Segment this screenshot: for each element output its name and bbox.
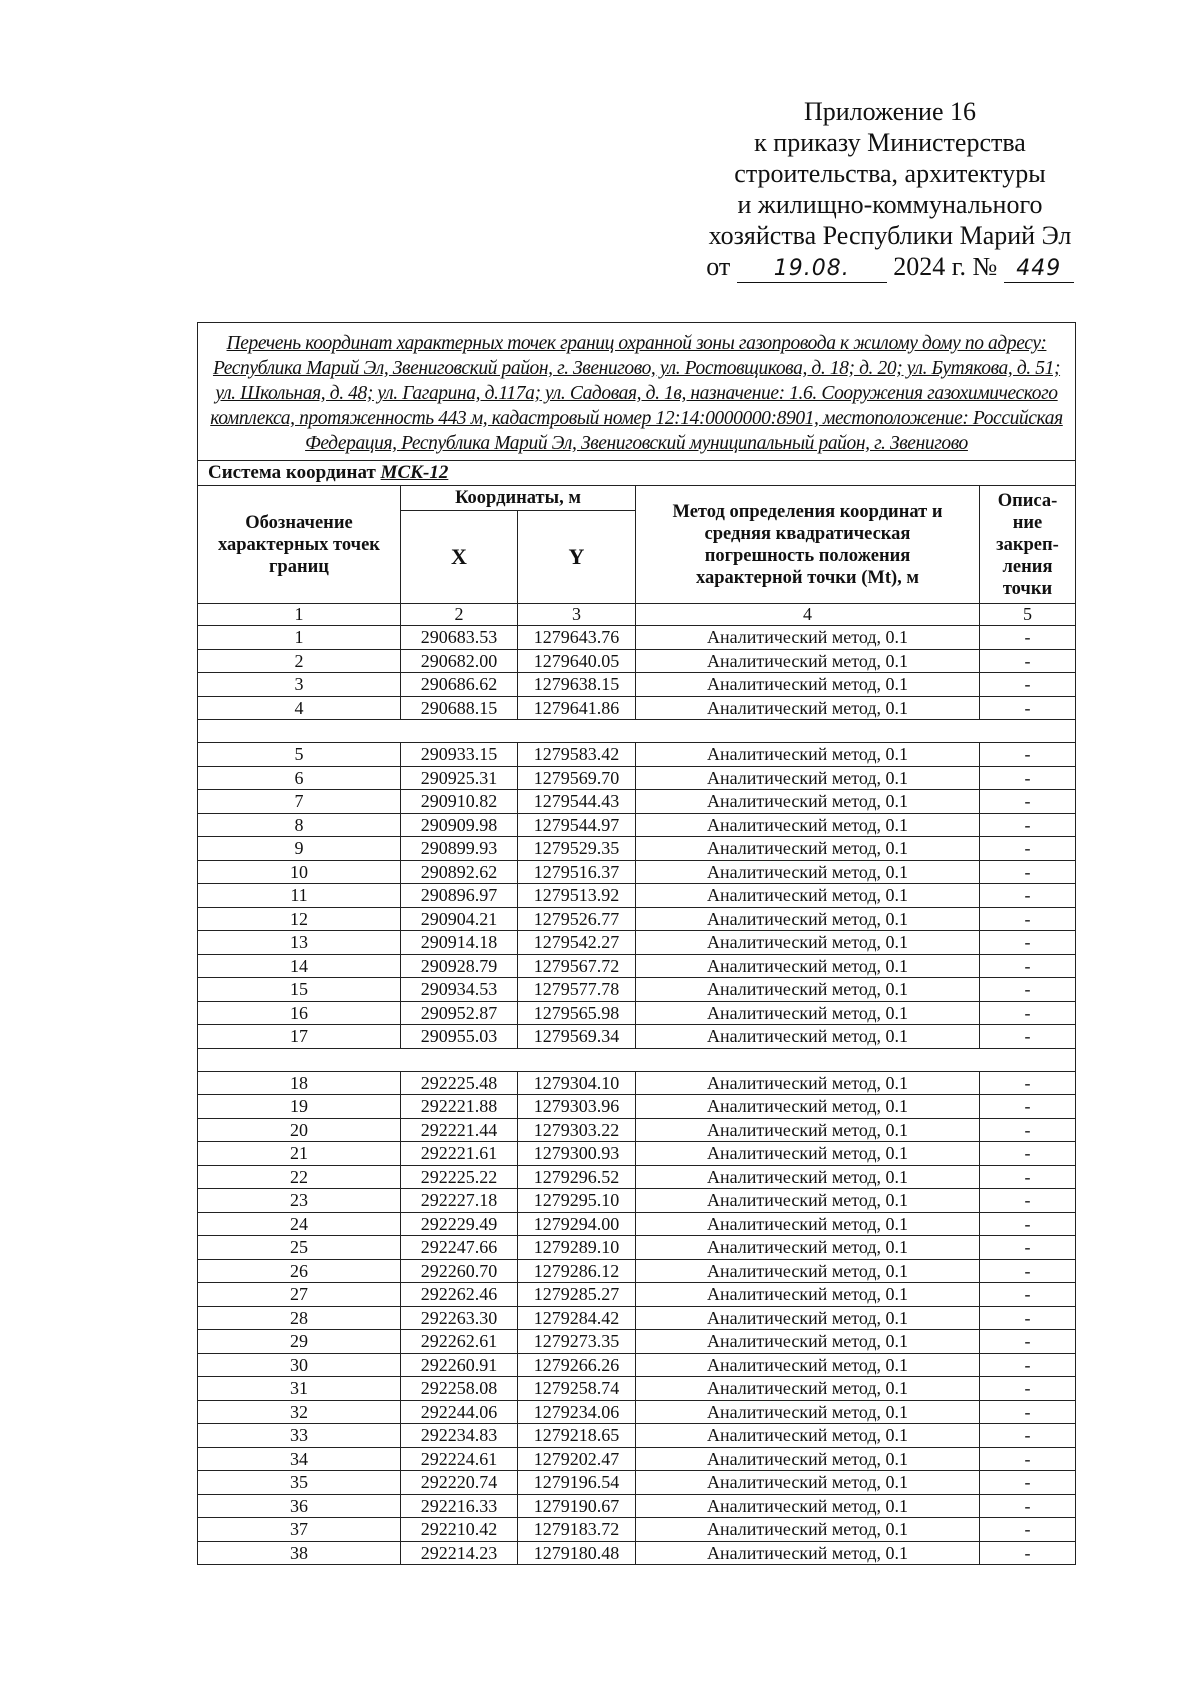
y-coordinate: 1279234.06 (518, 1400, 636, 1424)
method-cell: Аналитический метод, 0.1 (636, 1353, 980, 1377)
column-number: 2 (401, 604, 518, 626)
table-row (198, 1189, 1076, 1213)
point-number: 20 (198, 1118, 401, 1142)
x-coordinate: 292262.61 (401, 1330, 518, 1354)
x-coordinate: 292227.18 (401, 1189, 518, 1213)
point-number: 24 (198, 1212, 401, 1236)
y-coordinate: 1279544.43 (518, 790, 636, 814)
table-row (198, 1471, 1076, 1495)
point-number: 25 (198, 1236, 401, 1260)
method-cell: Аналитический метод, 0.1 (636, 696, 980, 720)
table-row (198, 1259, 1076, 1283)
y-coordinate: 1279577.78 (518, 978, 636, 1002)
column-number: 3 (518, 604, 636, 626)
approval-line: строительства, архитектуры (734, 159, 1046, 188)
x-coordinate: 292247.66 (401, 1236, 518, 1260)
method-cell: Аналитический метод, 0.1 (636, 1424, 980, 1448)
table-row (198, 1400, 1076, 1424)
method-cell: Аналитический метод, 0.1 (636, 1283, 980, 1307)
method-cell: Аналитический метод, 0.1 (636, 1259, 980, 1283)
x-coordinate: 290896.97 (401, 884, 518, 908)
table-row (198, 978, 1076, 1002)
x-coordinate: 292234.83 (401, 1424, 518, 1448)
y-coordinate: 1279266.26 (518, 1353, 636, 1377)
x-coordinate: 292214.23 (401, 1541, 518, 1565)
x-coordinate: 290955.03 (401, 1025, 518, 1049)
y-coordinate: 1279303.96 (518, 1095, 636, 1119)
method-cell: Аналитический метод, 0.1 (636, 1118, 980, 1142)
method-cell: Аналитический метод, 0.1 (636, 1142, 980, 1166)
table-row (198, 1165, 1076, 1189)
description-cell: - (980, 743, 1076, 767)
y-coordinate: 1279286.12 (518, 1259, 636, 1283)
table-row (198, 1541, 1076, 1565)
x-coordinate: 290910.82 (401, 790, 518, 814)
x-coordinate: 290928.79 (401, 954, 518, 978)
description-cell: - (980, 1283, 1076, 1307)
x-coordinate: 292225.48 (401, 1071, 518, 1095)
table-row (198, 1424, 1076, 1448)
coord-system-label: Система координат (208, 462, 376, 483)
point-number: 18 (198, 1071, 401, 1095)
point-number: 38 (198, 1541, 401, 1565)
table-row (198, 813, 1076, 837)
method-cell: Аналитический метод, 0.1 (636, 766, 980, 790)
x-coordinate: 292260.70 (401, 1259, 518, 1283)
x-coordinate: 292221.88 (401, 1095, 518, 1119)
method-cell: Аналитический метод, 0.1 (636, 1095, 980, 1119)
x-coordinate: 290925.31 (401, 766, 518, 790)
x-coordinate: 292220.74 (401, 1471, 518, 1495)
method-cell: Аналитический метод, 0.1 (636, 1212, 980, 1236)
y-coordinate: 1279294.00 (518, 1212, 636, 1236)
point-number: 6 (198, 766, 401, 790)
point-number: 23 (198, 1189, 401, 1213)
method-cell: Аналитический метод, 0.1 (636, 1165, 980, 1189)
description-cell: - (980, 673, 1076, 697)
y-coordinate: 1279273.35 (518, 1330, 636, 1354)
description-cell: - (980, 1377, 1076, 1401)
x-coordinate: 292221.61 (401, 1142, 518, 1166)
method-cell: Аналитический метод, 0.1 (636, 790, 980, 814)
description-cell: - (980, 860, 1076, 884)
method-cell: Аналитический метод, 0.1 (636, 837, 980, 861)
x-coordinate: 290686.62 (401, 673, 518, 697)
x-coordinate: 292210.42 (401, 1518, 518, 1542)
x-coordinate: 290952.87 (401, 1001, 518, 1025)
table-row (198, 1212, 1076, 1236)
point-number: 1 (198, 626, 401, 650)
x-coordinate: 290688.15 (401, 696, 518, 720)
point-number: 9 (198, 837, 401, 861)
x-coordinate: 290899.93 (401, 837, 518, 861)
y-coordinate: 1279289.10 (518, 1236, 636, 1260)
description-cell: - (980, 1236, 1076, 1260)
point-number: 26 (198, 1259, 401, 1283)
description-cell: - (980, 1001, 1076, 1025)
header-y: Y (518, 511, 636, 604)
y-coordinate: 1279638.15 (518, 673, 636, 697)
y-coordinate: 1279569.34 (518, 1025, 636, 1049)
description-cell: - (980, 1165, 1076, 1189)
method-cell: Аналитический метод, 0.1 (636, 743, 980, 767)
y-coordinate: 1279190.67 (518, 1494, 636, 1518)
point-number: 21 (198, 1142, 401, 1166)
y-coordinate: 1279304.10 (518, 1071, 636, 1095)
description-cell: - (980, 1541, 1076, 1565)
description-cell: - (980, 1189, 1076, 1213)
y-coordinate: 1279258.74 (518, 1377, 636, 1401)
x-coordinate: 292260.91 (401, 1353, 518, 1377)
method-cell: Аналитический метод, 0.1 (636, 626, 980, 650)
point-number: 11 (198, 884, 401, 908)
y-coordinate: 1279565.98 (518, 1001, 636, 1025)
table-row (198, 766, 1076, 790)
description-cell: - (980, 1142, 1076, 1166)
group-separator-cell (198, 720, 1076, 743)
header-coordinates: Координаты, м (401, 486, 636, 511)
description-cell: - (980, 649, 1076, 673)
method-cell: Аналитический метод, 0.1 (636, 1306, 980, 1330)
table-row (198, 1330, 1076, 1354)
point-number: 16 (198, 1001, 401, 1025)
description-cell: - (980, 1095, 1076, 1119)
description-cell: - (980, 1330, 1076, 1354)
method-cell: Аналитический метод, 0.1 (636, 907, 980, 931)
x-coordinate: 292225.22 (401, 1165, 518, 1189)
point-number: 22 (198, 1165, 401, 1189)
point-number: 12 (198, 907, 401, 931)
y-coordinate: 1279218.65 (518, 1424, 636, 1448)
x-coordinate: 292224.61 (401, 1447, 518, 1471)
table-row (198, 1142, 1076, 1166)
point-number: 33 (198, 1424, 401, 1448)
y-coordinate: 1279583.42 (518, 743, 636, 767)
table-row (198, 1447, 1076, 1471)
x-coordinate: 292262.46 (401, 1283, 518, 1307)
point-number: 30 (198, 1353, 401, 1377)
header-description: Описа-ние закреп-ления точки (980, 486, 1076, 604)
method-cell: Аналитический метод, 0.1 (636, 931, 980, 955)
table-row (198, 954, 1076, 978)
method-cell: Аналитический метод, 0.1 (636, 1518, 980, 1542)
y-coordinate: 1279526.77 (518, 907, 636, 931)
description-cell: - (980, 1071, 1076, 1095)
method-cell: Аналитический метод, 0.1 (636, 1025, 980, 1049)
x-coordinate: 292244.06 (401, 1400, 518, 1424)
description-cell: - (980, 813, 1076, 837)
method-cell: Аналитический метод, 0.1 (636, 1471, 980, 1495)
approval-line: хозяйства Республики Марий Эл (708, 221, 1072, 250)
y-coordinate: 1279542.27 (518, 931, 636, 955)
y-coordinate: 1279183.72 (518, 1518, 636, 1542)
y-coordinate: 1279180.48 (518, 1541, 636, 1565)
method-cell: Аналитический метод, 0.1 (636, 1400, 980, 1424)
point-number: 34 (198, 1447, 401, 1471)
description-cell: - (980, 1400, 1076, 1424)
y-coordinate: 1279295.10 (518, 1189, 636, 1213)
x-coordinate: 290909.98 (401, 813, 518, 837)
table-row (198, 649, 1076, 673)
method-cell: Аналитический метод, 0.1 (636, 1494, 980, 1518)
description-cell: - (980, 1518, 1076, 1542)
x-coordinate: 290892.62 (401, 860, 518, 884)
x-coordinate: 292216.33 (401, 1494, 518, 1518)
description-cell: - (980, 884, 1076, 908)
point-number: 37 (198, 1518, 401, 1542)
y-coordinate: 1279196.54 (518, 1471, 636, 1495)
description-cell: - (980, 978, 1076, 1002)
table-row (198, 1377, 1076, 1401)
x-coordinate: 290934.53 (401, 978, 518, 1002)
description-cell: - (980, 1212, 1076, 1236)
table-row (198, 1001, 1076, 1025)
group-separator (198, 1048, 1076, 1071)
description-cell: - (980, 1118, 1076, 1142)
method-cell: Аналитический метод, 0.1 (636, 1330, 980, 1354)
method-cell: Аналитический метод, 0.1 (636, 649, 980, 673)
table-row (198, 790, 1076, 814)
method-cell: Аналитический метод, 0.1 (636, 1189, 980, 1213)
table-row (198, 860, 1076, 884)
approval-line: Приложение 16 (803, 97, 977, 126)
x-coordinate: 292263.30 (401, 1306, 518, 1330)
point-number: 29 (198, 1330, 401, 1354)
x-coordinate: 292229.49 (401, 1212, 518, 1236)
description-cell: - (980, 790, 1076, 814)
description-cell: - (980, 1306, 1076, 1330)
point-number: 13 (198, 931, 401, 955)
column-number: 5 (980, 604, 1076, 626)
y-coordinate: 1279300.93 (518, 1142, 636, 1166)
table-row (198, 1353, 1076, 1377)
description-cell: - (980, 931, 1076, 955)
point-number: 28 (198, 1306, 401, 1330)
table-row (198, 673, 1076, 697)
header-point-designation: Обозначение характерных точек границ (198, 486, 401, 604)
point-number: 8 (198, 813, 401, 837)
description-cell: - (980, 696, 1076, 720)
point-number: 2 (198, 649, 401, 673)
y-coordinate: 1279516.37 (518, 860, 636, 884)
description-cell: - (980, 1259, 1076, 1283)
coordinates-table (197, 322, 1076, 1565)
point-number: 27 (198, 1283, 401, 1307)
method-cell: Аналитический метод, 0.1 (636, 1447, 980, 1471)
y-coordinate: 1279285.27 (518, 1283, 636, 1307)
approval-date-line (690, 251, 1090, 283)
group-separator-cell (198, 1048, 1076, 1071)
table-row (198, 1236, 1076, 1260)
table-row (198, 907, 1076, 931)
description-cell: - (980, 837, 1076, 861)
table-row (198, 626, 1076, 650)
table-row (198, 1095, 1076, 1119)
method-cell: Аналитический метод, 0.1 (636, 1541, 980, 1565)
method-cell: Аналитический метод, 0.1 (636, 1071, 980, 1095)
method-cell: Аналитический метод, 0.1 (636, 1236, 980, 1260)
description-cell: - (980, 1471, 1076, 1495)
order-year: 2024 г. № (893, 252, 998, 281)
table-row (198, 1518, 1076, 1542)
table-row (198, 1306, 1076, 1330)
description-cell: - (980, 907, 1076, 931)
x-coordinate: 292221.44 (401, 1118, 518, 1142)
table-row (198, 743, 1076, 767)
column-number: 4 (636, 604, 980, 626)
x-coordinate: 290904.21 (401, 907, 518, 931)
y-coordinate: 1279529.35 (518, 837, 636, 861)
table-row (198, 1283, 1076, 1307)
approval-line: и жилищно-коммунального (737, 190, 1043, 219)
description-cell: - (980, 1447, 1076, 1471)
point-number: 35 (198, 1471, 401, 1495)
method-cell: Аналитический метод, 0.1 (636, 860, 980, 884)
y-coordinate: 1279284.42 (518, 1306, 636, 1330)
point-number: 17 (198, 1025, 401, 1049)
method-cell: Аналитический метод, 0.1 (636, 813, 980, 837)
table-row (198, 1071, 1076, 1095)
table-title: Перечень координат характерных точек границ охранной зоны газопровода к жилому дому по адресу: Республика Марий Эл, Звениговский район, г. Звенигово, ул. Ростовщикова, д. 18; д. 20; ул. Бутякова, д. 51; ул. Школьная, д. 48; ул. Гагарина, д.117а; ул. Садовая, д. 1в, назначение: 1.6. Сооружения газохимического комплекса, протяженность 443 м, кадастровый номер 12:14:0000000:8901, местоположение: Российская Федерация, Республика Марий Эл, Звениговский муниципальный район, г. Звенигово (198, 323, 1076, 461)
description-cell: - (980, 1424, 1076, 1448)
y-coordinate: 1279643.76 (518, 626, 636, 650)
point-number: 7 (198, 790, 401, 814)
method-cell: Аналитический метод, 0.1 (636, 1001, 980, 1025)
table-row (198, 884, 1076, 908)
order-number: 449 (1004, 256, 1074, 283)
group-separator (198, 720, 1076, 743)
y-coordinate: 1279640.05 (518, 649, 636, 673)
description-cell: - (980, 1494, 1076, 1518)
table-row (198, 1494, 1076, 1518)
column-number: 1 (198, 604, 401, 626)
point-number: 19 (198, 1095, 401, 1119)
x-coordinate: 290914.18 (401, 931, 518, 955)
y-coordinate: 1279544.97 (518, 813, 636, 837)
y-coordinate: 1279641.86 (518, 696, 636, 720)
column-numbers-row (198, 604, 1076, 626)
approval-line: к приказу Министерства (754, 128, 1026, 157)
y-coordinate: 1279513.92 (518, 884, 636, 908)
order-date: 19.08. (737, 256, 887, 283)
y-coordinate: 1279567.72 (518, 954, 636, 978)
point-number: 10 (198, 860, 401, 884)
coord-system (198, 461, 1076, 486)
x-coordinate: 290682.00 (401, 649, 518, 673)
point-number: 3 (198, 673, 401, 697)
method-cell: Аналитический метод, 0.1 (636, 1377, 980, 1401)
table-row (198, 837, 1076, 861)
coord-system-value: МСК-12 (380, 462, 449, 483)
point-number: 5 (198, 743, 401, 767)
description-cell: - (980, 954, 1076, 978)
y-coordinate: 1279303.22 (518, 1118, 636, 1142)
header-x: X (401, 511, 518, 604)
point-number: 32 (198, 1400, 401, 1424)
y-coordinate: 1279569.70 (518, 766, 636, 790)
x-coordinate: 290933.15 (401, 743, 518, 767)
description-cell: - (980, 766, 1076, 790)
method-cell: Аналитический метод, 0.1 (636, 884, 980, 908)
point-number: 14 (198, 954, 401, 978)
point-number: 36 (198, 1494, 401, 1518)
method-cell: Аналитический метод, 0.1 (636, 978, 980, 1002)
method-cell: Аналитический метод, 0.1 (636, 954, 980, 978)
x-coordinate: 290683.53 (401, 626, 518, 650)
description-cell: - (980, 1353, 1076, 1377)
method-cell: Аналитический метод, 0.1 (636, 673, 980, 697)
table-row (198, 1118, 1076, 1142)
description-cell: - (980, 1025, 1076, 1049)
point-number: 4 (198, 696, 401, 720)
date-prefix: от (706, 252, 731, 281)
x-coordinate: 292258.08 (401, 1377, 518, 1401)
point-number: 31 (198, 1377, 401, 1401)
table-row (198, 1025, 1076, 1049)
approval-stamp (690, 96, 1090, 283)
table-row (198, 696, 1076, 720)
table-row (198, 931, 1076, 955)
y-coordinate: 1279296.52 (518, 1165, 636, 1189)
point-number: 15 (198, 978, 401, 1002)
header-method: Метод определения координат и средняя квадратическая погрешность положения характерной точки (Mt), м (636, 486, 980, 604)
description-cell: - (980, 626, 1076, 650)
y-coordinate: 1279202.47 (518, 1447, 636, 1471)
